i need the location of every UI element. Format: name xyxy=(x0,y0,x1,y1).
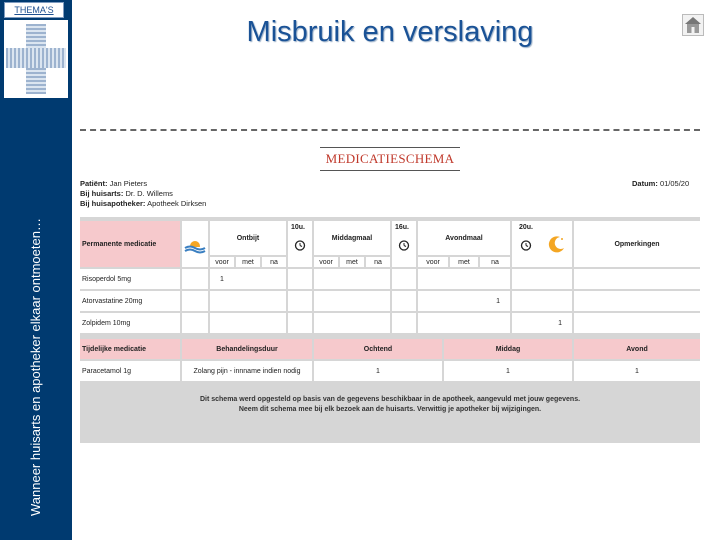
sunrise-icon xyxy=(184,235,206,255)
permanent-header: Permanente medicatie xyxy=(80,221,180,267)
moon-icon xyxy=(548,235,566,253)
time-cell-2: 16u. xyxy=(392,221,416,267)
dashed-separator xyxy=(80,129,700,131)
alarm-clock-icon xyxy=(398,239,410,251)
med-row-name: Atorvastatine 20mg xyxy=(80,291,180,311)
med-row-name: Risoperdol 5mg xyxy=(80,269,180,289)
datum-line: Datum: 01/05/20 xyxy=(632,179,690,188)
remarks-header: Opmerkingen xyxy=(574,221,700,267)
subhead: met xyxy=(340,257,364,267)
page-title: Misbruik en verslaving xyxy=(246,16,534,48)
col-behandelingsduur: Behandelingsduur xyxy=(182,339,312,359)
huisarts-line: Bij huisarts: Dr. D. Willems xyxy=(80,189,173,198)
schema-title: MEDICATIESCHEMA xyxy=(320,147,460,171)
col-middag: Middag xyxy=(444,339,572,359)
apotheker-line: Bij huisapotheker: Apotheek Dirksen xyxy=(80,199,207,208)
vertical-section-title: Wanneer huisarts en apotheker elkaar ontmoeten… xyxy=(28,218,43,516)
sidebar xyxy=(0,0,72,540)
col-avond: Avond xyxy=(574,339,700,359)
subhead: met xyxy=(236,257,260,267)
med-row-name: Zolpidem 10mg xyxy=(80,313,180,333)
col-ochtend: Ochtend xyxy=(314,339,442,359)
alarm-clock-icon xyxy=(520,239,532,251)
dose-ontbijt: 1 xyxy=(210,269,286,289)
temp-row-middag: 1 xyxy=(444,361,572,381)
home-icon[interactable] xyxy=(682,14,704,36)
sunrise-cell xyxy=(182,221,208,267)
time-cell-3: 20u. xyxy=(512,221,572,267)
subhead: voor xyxy=(210,257,234,267)
temp-row-name: Paracetamol 1g xyxy=(80,361,180,381)
time-cell-1: 10u. xyxy=(288,221,312,267)
temp-row-duur: Zolang pijn - innname indien nodig xyxy=(182,361,312,381)
meal-avondmaal: Avondmaal xyxy=(418,221,510,255)
subhead: na xyxy=(366,257,390,267)
subhead: na xyxy=(262,257,286,267)
medication-schema xyxy=(80,125,700,443)
meal-ontbijt: Ontbijt xyxy=(210,221,286,255)
schema-note: Dit schema werd opgesteld op basis van de gegevens beschikbaar in de apotheek, aangevuld met jouw gegevens. Neem dit schema mee bij elk bezoek aan de huisarts. Verwittig je apotheker bij wijzigingen. xyxy=(199,396,581,413)
subhead: na xyxy=(480,257,510,267)
themas-tab[interactable]: THEMA'S xyxy=(4,2,64,18)
meal-middagmaal: Middagmaal xyxy=(314,221,390,255)
patient-line: Patiënt: Jan Pieters xyxy=(80,179,148,188)
subhead: met xyxy=(450,257,478,267)
temp-row-ochtend: 1 xyxy=(314,361,442,381)
temp-row-avond: 1 xyxy=(574,361,700,381)
dose-avondmaal: 1 xyxy=(418,291,510,311)
temporary-header: Tijdelijke medicatie xyxy=(80,339,180,359)
alarm-clock-icon xyxy=(294,239,306,251)
dose-20u: 1 xyxy=(512,313,572,333)
subhead: voor xyxy=(314,257,338,267)
cross-logo xyxy=(4,20,68,98)
subhead: voor xyxy=(418,257,448,267)
